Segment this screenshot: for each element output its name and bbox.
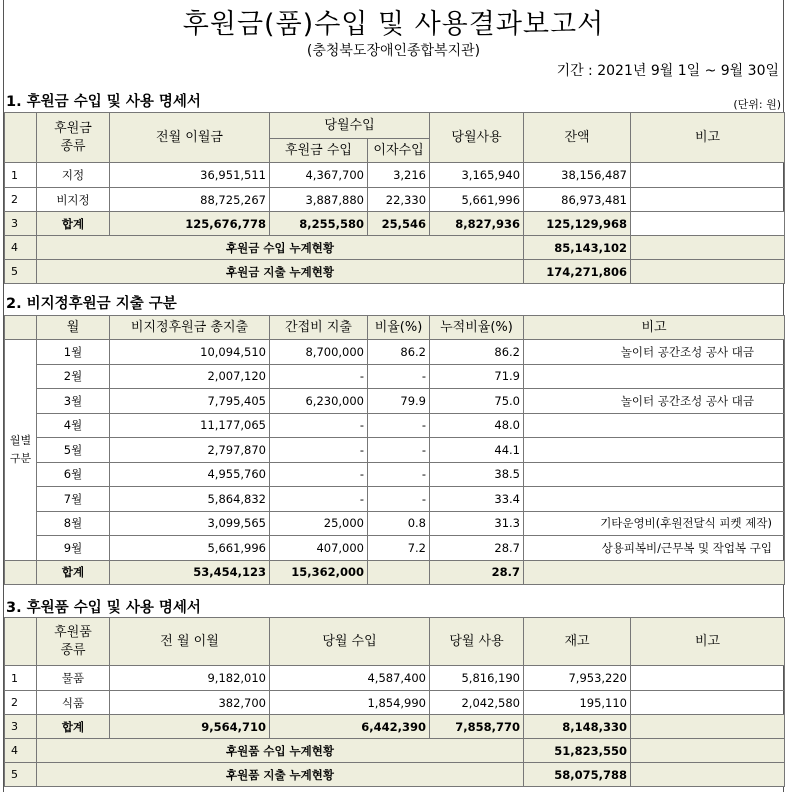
s2-header-month: 월 (37, 316, 110, 340)
s3-header-no (5, 618, 37, 666)
section1-heading: 1. 후원금 수입 및 사용 명세서 (6, 94, 201, 110)
table-row: 월별 구분 1월 10,094,510 8,700,000 86.2 86.2 놀이터 공간조성 공사 대금 (5, 340, 785, 365)
s3-header-income: 당월 수입 (270, 618, 430, 666)
s3-header-stock: 재고 (524, 618, 631, 666)
table-row: 4월 11,177,065 - - 48.0 (5, 413, 785, 438)
report-title: 후원금(품)수입 및 사용결과보고서 (182, 9, 605, 40)
table-row: 8월 3,099,565 25,000 0.8 31.3 기타운영비(후원전달식 피켓 제작) (5, 511, 785, 536)
s1-header-income-interest: 이자수입 (368, 139, 430, 163)
s1-header-balance: 잔액 (524, 113, 631, 163)
s2-header-indirect: 간접비 지출 (270, 316, 368, 340)
s2-header-ratio: 비율(%) (368, 316, 430, 340)
cumulative-row: 4 후원금 수입 누계현황 85,143,102 (5, 236, 785, 260)
cumulative-row: 4 후원품 수입 누계현황 51,823,550 (5, 739, 785, 763)
report-subtitle: (충청북도장애인종합복지관) (306, 43, 481, 59)
table-row: 5월 2,797,870 - - 44.1 (5, 438, 785, 463)
nondesignated-spending-table (4, 315, 785, 585)
s1-header-income-donation: 후원금 수입 (270, 139, 368, 163)
section2-heading: 2. 비지정후원금 지출 구분 (6, 296, 177, 312)
cumulative-row: 5 후원품 지출 누계현황 58,075,788 (5, 763, 785, 787)
table-row: 9월 5,661,996 407,000 7.2 28.7 상용피복비/근무복 및 작업복 구입 (5, 536, 785, 561)
table-row: 1 지정 36,951,511 4,367,700 3,216 3,165,940 38,156,487 (5, 163, 785, 188)
table-row: 2 식품 382,700 1,854,990 2,042,580 195,110 (5, 691, 785, 715)
table-row: 2월 2,007,120 - - 71.9 (5, 364, 785, 389)
s3-header-prev: 전 월 이월 (110, 618, 270, 666)
s2-header-total: 비지정후원금 총지출 (110, 316, 270, 340)
total-row: 3 합계 125,676,778 8,255,580 25,546 8,827,936 125,129,968 (5, 212, 785, 236)
s1-header-note: 비고 (631, 113, 785, 163)
donation-goods-table (4, 617, 785, 787)
monthly-side-label: 월별 구분 (5, 340, 37, 561)
donation-money-table (4, 112, 785, 284)
table-row: 7월 5,864,832 - - 33.4 (5, 487, 785, 512)
s2-header-blank (5, 316, 37, 340)
table-row: 6월 4,955,760 - - 38.5 (5, 462, 785, 487)
total-row: 합계 53,454,123 15,362,000 28.7 (5, 560, 785, 584)
total-row: 3 합계 9,564,710 6,442,390 7,858,770 8,148,330 (5, 715, 785, 739)
s1-header-income: 당월수입 (270, 113, 430, 139)
s3-header-note: 비고 (631, 618, 785, 666)
s3-header-type: 후원품 종류 (37, 618, 110, 666)
section1-unit: (단위: 원) (733, 98, 781, 111)
s1-header-prev: 전월 이월금 (110, 113, 270, 163)
s1-header-type: 후원금 종류 (37, 113, 110, 163)
s1-header-no (5, 113, 37, 163)
section3-heading: 3. 후원품 수입 및 사용 명세서 (6, 600, 201, 616)
report-period: 기간 : 2021년 9월 1일 ~ 9월 30일 (556, 63, 779, 79)
cumulative-row: 5 후원금 지출 누계현황 174,271,806 (5, 260, 785, 284)
s2-header-cum-ratio: 누적비율(%) (430, 316, 524, 340)
s2-header-note: 비고 (524, 316, 785, 340)
table-row: 2 비지정 88,725,267 3,887,880 22,330 5,661,996 86,973,481 (5, 188, 785, 212)
table-row: 1 물품 9,182,010 4,587,400 5,816,190 7,953,220 (5, 666, 785, 691)
s3-header-usage: 당월 사용 (430, 618, 524, 666)
s1-header-usage: 당월사용 (430, 113, 524, 163)
table-row: 3월 7,795,405 6,230,000 79.9 75.0 놀이터 공간조성 공사 대금 (5, 389, 785, 414)
